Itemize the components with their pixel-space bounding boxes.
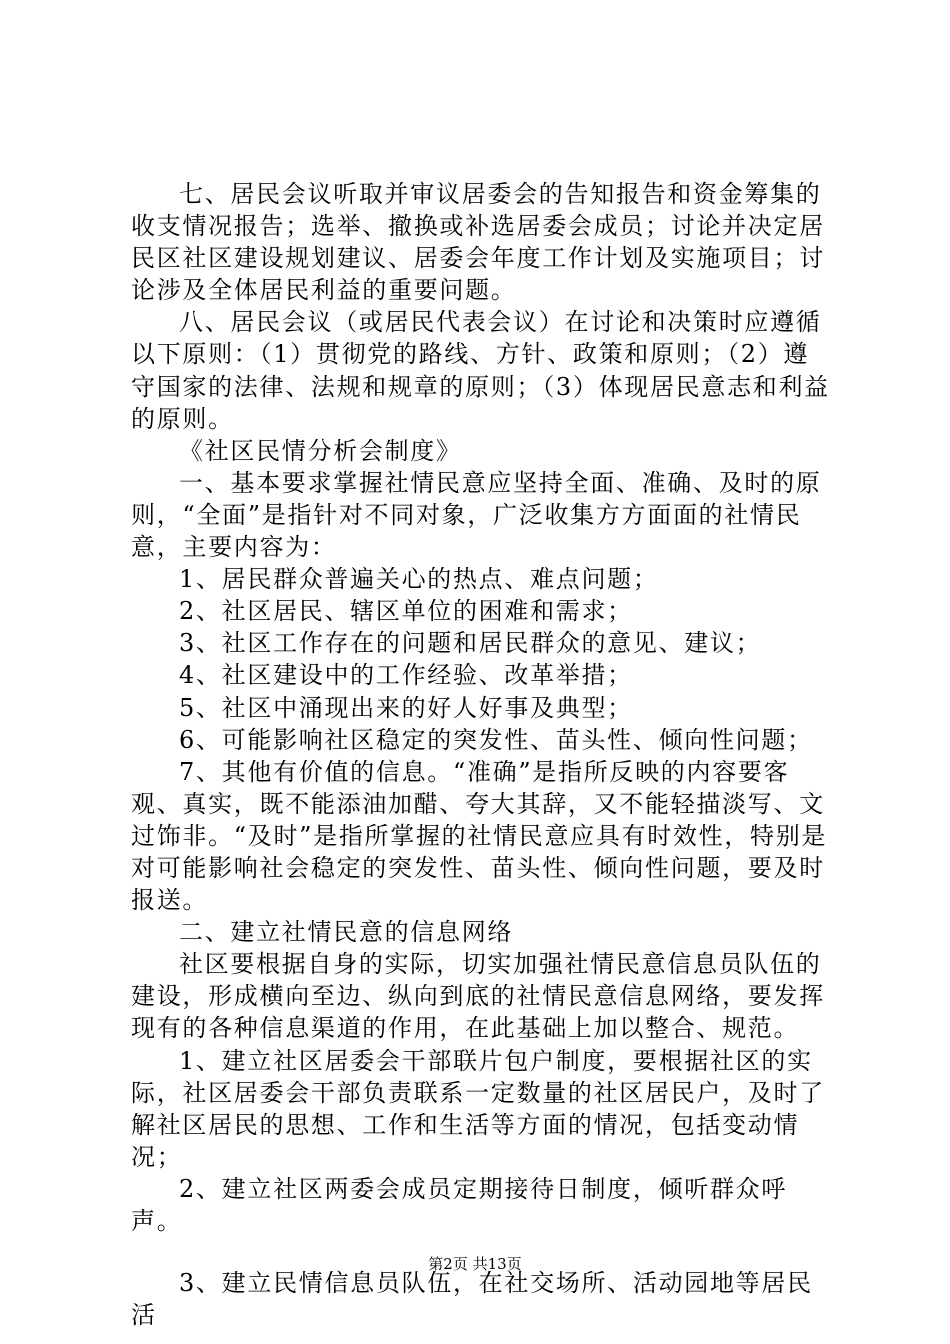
paragraph-eight: 八、居民会议（或居民代表会议）在讨论和决策时应遵循以下原则：（1）贯彻党的路线、方针、政策和原则；（2）遵守国家的法律、法规和规章的原则；（3）体现居民意志和利益的原则。 [131, 308, 830, 433]
document-body [131, 178, 831, 1331]
list-item: 3、社区工作存在的问题和居民群众的意见、建议； [179, 629, 762, 658]
list-item: 7、其他有价值的信息。“准确”是指所反映的内容要客观、真实，既不能添油加醋、夸大其辞，又不能轻描淡写、文过饰非。“及时”是指所掌握的社情民意应具有时效性，特别是对可能影响社会稳定的突发性、苗头性、倾向性问题，要及时报送。 [131, 757, 828, 915]
list-item: 1、居民群众普遍关心的热点、难点问题； [179, 565, 659, 594]
list-item: 6、可能影响社区稳定的突发性、苗头性、倾向性问题； [179, 725, 813, 754]
list-item: 4、社区建设中的工作经验、改革举措； [179, 661, 633, 690]
paragraph-basic-requirements: 一、基本要求掌握社情民意应坚持全面、准确、及时的原则，“全面”是指针对不同对象，广泛收集方方面面的社情民意，主要内容为： [131, 468, 822, 562]
list-item: 2、社区居民、辖区单位的困难和需求； [179, 597, 633, 626]
list-item: 1、建立社区居委会干部联片包户制度，要根据社区的实际，社区居委会干部负责联系一定数量的社区居民户，及时了解社区居民的思想、工作和生活等方面的情况，包括变动情况； [131, 1046, 825, 1171]
page-footer: 第2页 共13页 [428, 1255, 522, 1273]
list-item: 2、建立社区两委会成员定期接待日制度，倾听群众呼声。 [131, 1174, 788, 1235]
list-item: 3、建立民情信息员队伍，在社交场所、活动园地等居民活 [131, 1269, 813, 1330]
paragraph-seven: 七、居民会议听取并审议居委会的告知报告和资金筹集的收支情况报告；选举、撤换或补选居委会成员；讨论并决定居民区社区建设规划建议、居委会年度工作计划及实施项目；讨论涉及全体居民利益的重要问题。 [131, 180, 825, 305]
paragraph-network: 社区要根据自身的实际，切实加强社情民意信息员队伍的建设，形成横向至边、纵向到底的社情民意信息网络，要发挥现有的各种信息渠道的作用，在此基础上加以整合、规范。 [131, 950, 825, 1043]
section-title: 《社区民情分析会制度》 [179, 436, 462, 465]
list-item: 5、社区中涌现出来的好人好事及典型； [179, 693, 633, 722]
section-heading: 二、建立社情民意的信息网络 [179, 918, 514, 947]
